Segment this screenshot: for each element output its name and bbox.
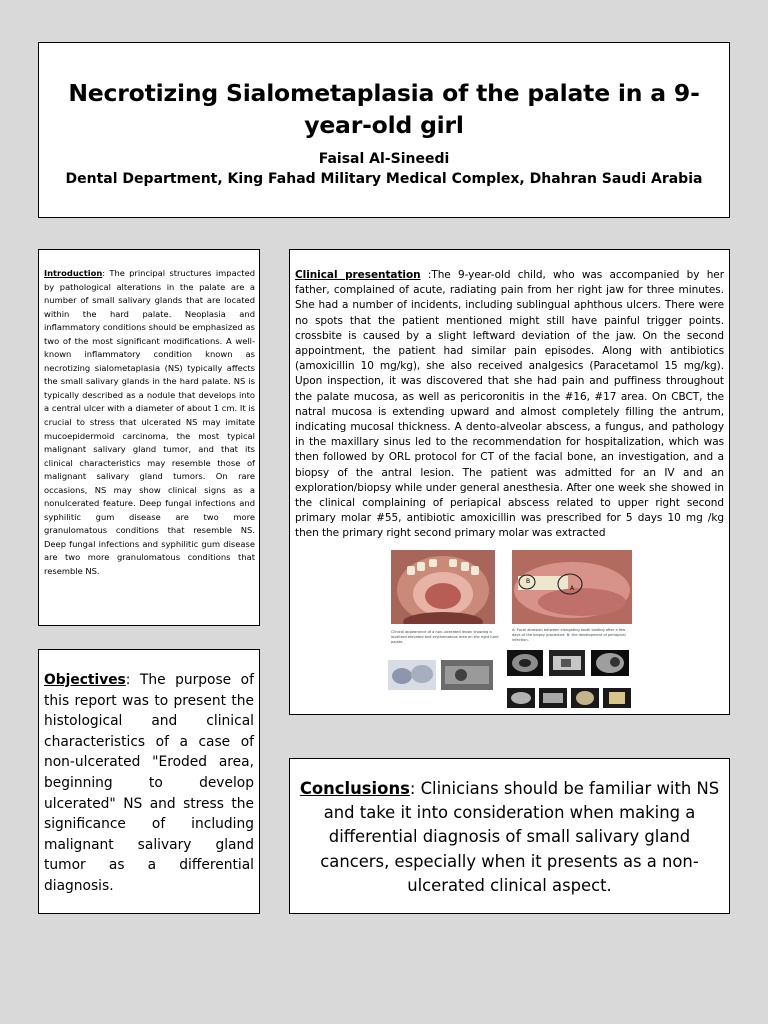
author-name: Faisal Al-Sineedi [318, 151, 450, 167]
clinical-paragraph [295, 268, 724, 542]
introduction-text: : The principal structures impacted by pathological alterations in the palate are a number of small salivary glands that are located within the hard palate. Neoplasia and inflammatory conditions should be emphasized as two of the most significant modifications. A well-known inflammatory condition known as necrotizing sialometaplasia (NS) typically affects the small salivary glands in the hard palate. NS is typically described as a nodule that develops into a central ulcer with a diameter of about 1 cm. It is crucial to stress that ulcerated NS may imitate mucoepidermoid carcinoma, the most typical malignant salivary gland tumor, and that its clinical characteristics may resemble those of malignant salivary gland tumors. On rare occasions, NS may show clinical signs as a nonulcerated feature. Deep fungal infections and syphilitic gum disease are two more granulomatous conditions that resemble NS. Deep fungal infections and syphilitic gum disease are two more granulomatous conditions that resemble NS. [44, 268, 255, 577]
palate-photo-left [391, 550, 495, 624]
objectives-text: : The purpose of this report was to present the histological and clinical characteristics of a case of non-ulcerated "Eroded area, beginning to develop ulcerated" NS and stress the significance of including malignant salivary gland tumor as a differential diagnosis. [44, 672, 254, 894]
objectives-paragraph [44, 670, 254, 897]
clinical-heading: Clinical presentation [295, 269, 421, 281]
figure-label-a: A [570, 585, 575, 592]
conclusions-paragraph [298, 777, 721, 898]
introduction-paragraph [44, 267, 255, 579]
ct-scan-image-6 [571, 688, 599, 708]
conclusions-heading: Conclusions [299, 779, 410, 798]
histology-image-2 [441, 660, 493, 690]
objectives-panel [38, 649, 260, 914]
poster-title: Necrotizing Sialometaplasia of the palate in a 9-year-old girl [68, 79, 700, 139]
ct-scan-image-1 [507, 650, 543, 676]
ct-scan-image-4 [507, 688, 535, 708]
ct-scan-image-3 [591, 650, 629, 676]
conclusions-panel [289, 758, 730, 914]
introduction-heading: Introduction [44, 268, 103, 278]
clinical-text: :The 9-year-old child, who was accompanied by her father, complained of acute, radiating pain from her right jaw for three minutes. She had a number of incidents, including sublingual aphthous ulcers. There were no spots that the patient mentioned might still have painful trigger points. crossbite is caused by a slight leftward deviation of the jaw. On the second appointment, the patient had similar pain episodes. Along with antibiotics (amoxicillin 10 mg/kg), she also received analgesics (Paracetamol 15 mg/kg). Upon inspection, it was discovered that she had pain and puffiness throughout the palate mucosa, as well as pericoronitis in the #16, #17 area. On CBCT, the natral mucosa is extending upward and almost completely filling the antrum, indicating mucosal thickness. A dento-alveolar abscess, a fungus, and pathology in the maxillary sinus led to the recommendation for hospitalization, which was then followed by ORL protocol for CT of the facial bone, an investigation, and a biopsy of the antral lesion. The patient was admitted for an IV and an exploration/biopsy while under general anesthesia. After one week she showed in the clinical complaining of periapical abscess related to upper right second primary molar #55, antibiotic amoxicillin was prescribed for 5 days 10 mg /kg then the primary right second primary molar was extracted [295, 269, 724, 540]
title-panel [38, 42, 730, 218]
objectives-heading: Objectives [44, 672, 126, 688]
conclusions-text: : Clinicians should be familiar with NS and take it into consideration when making a differential diagnosis of small salivary gland cancers, especially when it presents as a non-ulcerated clinical aspect. [320, 779, 720, 895]
ct-scan-image-5 [539, 688, 567, 708]
author-affiliation: Dental Department, King Fahad Military Medical Complex, Dhahran Saudi Arabia [65, 171, 703, 187]
figure-caption-left: Clinical appearance of a non-ulcerated lesion showing a localized elevated and erythematous area on the right hard palate. [391, 630, 499, 644]
ct-scan-image-7 [603, 688, 631, 708]
figure-caption-right: A: Focal abrasion between elongating tooth loading after a few days of the biopsy procedure. B: the development of periapical infection. [512, 628, 626, 642]
figure-label-b: B [526, 578, 531, 585]
clinical-presentation-panel [289, 249, 730, 715]
mouth-photo-right [512, 550, 632, 624]
introduction-panel [38, 249, 260, 626]
ct-scan-image-2 [549, 650, 585, 676]
histology-image-1 [388, 660, 436, 690]
